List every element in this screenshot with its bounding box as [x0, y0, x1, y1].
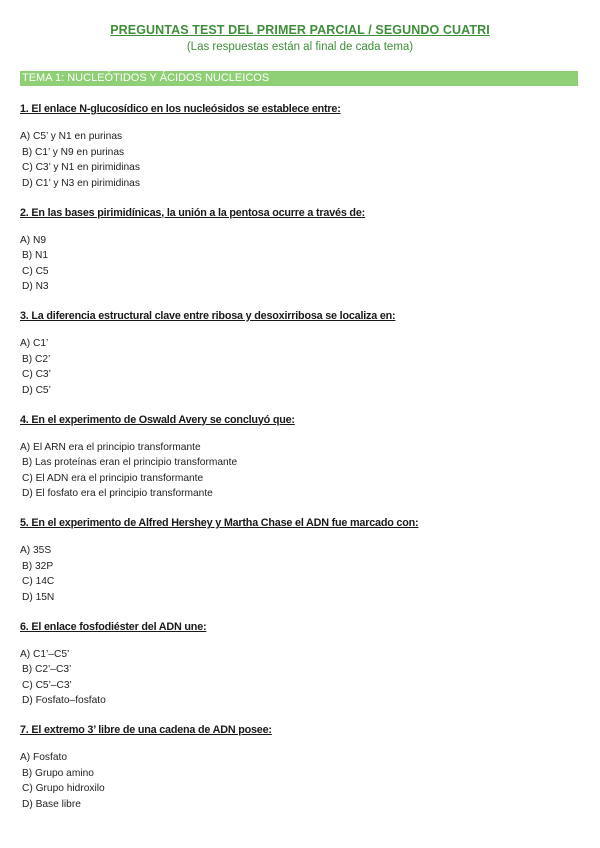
- option-c: C) C5: [22, 265, 49, 277]
- option-a: A) C1’–C5’: [20, 648, 70, 660]
- option-b: B) C2’–C3’: [22, 664, 72, 675]
- question-text: 2. En las bases pirimidínicas, la unión a la pentosa ocurre a través de:: [20, 206, 366, 219]
- question-text: 3. La diferencia estructural clave entre ribosa y desoxirribosa se localiza en:: [20, 310, 396, 322]
- option-c: C) 14C: [22, 576, 55, 587]
- question-4: [20, 414, 580, 518]
- option-b: B) Grupo amino: [22, 767, 94, 779]
- option-c: C) Grupo hidroxilo: [22, 783, 105, 794]
- question-7: [20, 724, 580, 828]
- page-subtitle: (Las respuestas están al final de cada tema): [186, 41, 414, 53]
- option-c: C) C3’: [22, 369, 51, 380]
- question-3: [20, 310, 580, 414]
- option-a: A) N9: [20, 234, 47, 246]
- question-1: [20, 103, 580, 207]
- question-text: 5. En el experimento de Alfred Hershey y Martha Chase el ADN fue marcado con:: [20, 517, 419, 529]
- option-c: C) El ADN era el principio transformante: [22, 472, 204, 484]
- option-a: A) 35S: [20, 545, 52, 556]
- option-d: D) El fosfato era el principio transformante: [22, 488, 213, 499]
- option-a: A) El ARN era el principio transformante: [20, 441, 201, 453]
- question-text: 4. En el experimento de Oswald Avery se concluyó que:: [20, 413, 295, 426]
- option-b: B) Las proteínas eran el principio transformante: [22, 457, 238, 468]
- option-d: D) Base libre: [22, 798, 81, 810]
- option-d: D) 15N: [22, 591, 55, 603]
- section-header-bar: [20, 71, 578, 86]
- option-c: C) C5’–C3’: [22, 679, 72, 691]
- option-a: A) C1’: [20, 338, 49, 349]
- option-d: D) C5’: [22, 384, 51, 396]
- option-c: C) C3’ y N1 en pirimidinas: [22, 162, 140, 173]
- question-6: [20, 621, 580, 725]
- question-text: 7. El extremo 3’ libre de una cadena de ADN posee:: [20, 724, 272, 736]
- question-text: 6. El enlace fosfodiéster del ADN une:: [20, 620, 207, 633]
- option-d: D) Fosfato–fosfato: [22, 695, 106, 706]
- question-2: [20, 207, 580, 311]
- option-b: B) N1: [22, 250, 49, 261]
- question-text: 1. El enlace N-glucosídico en los nucleósidos se establece entre:: [20, 103, 341, 115]
- option-a: A) Fosfato: [20, 752, 67, 763]
- page-title: PREGUNTAS TEST DEL PRIMER PARCIAL / SEGUNDO CUATRI: [110, 23, 490, 37]
- option-b: B) C1’ y N9 en purinas: [22, 146, 125, 158]
- option-d: D) C1’ y N3 en pirimidinas: [22, 177, 140, 189]
- option-d: D) N3: [22, 281, 49, 292]
- option-b: B) 32P: [22, 560, 54, 572]
- section-title: TEMA 1: NUCLEÓTIDOS Y ÁCIDOS NUCLEICOS: [22, 72, 270, 84]
- question-list: [20, 103, 580, 828]
- option-a: A) C5’ y N1 en purinas: [20, 131, 123, 142]
- option-b: B) C2’: [22, 353, 51, 365]
- question-5: [20, 517, 580, 621]
